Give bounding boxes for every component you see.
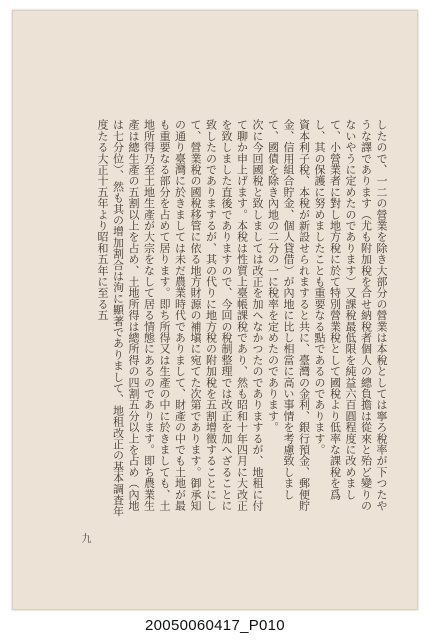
body-text xyxy=(59,119,389,519)
image-caption: 20050060417_P010 xyxy=(145,617,285,634)
document-page xyxy=(12,10,418,610)
paragraph-1: したので、一二の營業を除き大部分の營業は本稅としては寧ろ稅率が下つたやうな譯であります（尤も附加稅を合せ納稅者個人の總負擔は從來と殆ど變りのないやうに定めたのであります）又課稅最低限を純益六百圓程度に改めまして、小營業者に對し地方稅に於て特別營業稅として國稅より低率な課稅を爲し、其の保護に努めましたことも重要なる點であるのであります。 xyxy=(313,119,388,511)
page-number: 九 xyxy=(79,533,90,543)
paragraph-3: 次に今回國稅と致しましては改正を加へなかつたのでありまするが、地租に付て聊か申上げます。本稅は性質上臺帳課稅であり、然も昭和十年四月に大改正を致しました直後でありますので、今回の稅制整理では改正を加へざることに致したのでありまするが、其の代りに地方稅の附加稅を五割增徵することにして、營業稅の國稅移管に依る地方財源の補塡に宛てた次第であります。御承知の通り臺灣に於きましては未だ農業時代でありまして、財產の中でも土地が最も重要なる部分を占めて居ります。即ち所得又は生產の中に於きましても、土地所得乃至土地生產が大宗をなして居る情態にあるのであります。即ち農業生產は總生產の五割以上を占め、土地所得は總所得の四割五分以上を占め（內地は七分位）、然も其の增加割合は洵に顯著でありまして、地租改正の基本調査年度たる大正十五年より昭和五年に至る五 xyxy=(96,119,264,517)
paragraph-2: 資本利子稅、本稅が新設せられますると共に、臺灣の金利、銀行預金、郵便貯金、信用組合貯金、個人貸借）が內地に比し相當に高い事情を考慮致しまして、國債を除き內地の二分の一に稅率を定めたのであります。 xyxy=(266,119,311,511)
